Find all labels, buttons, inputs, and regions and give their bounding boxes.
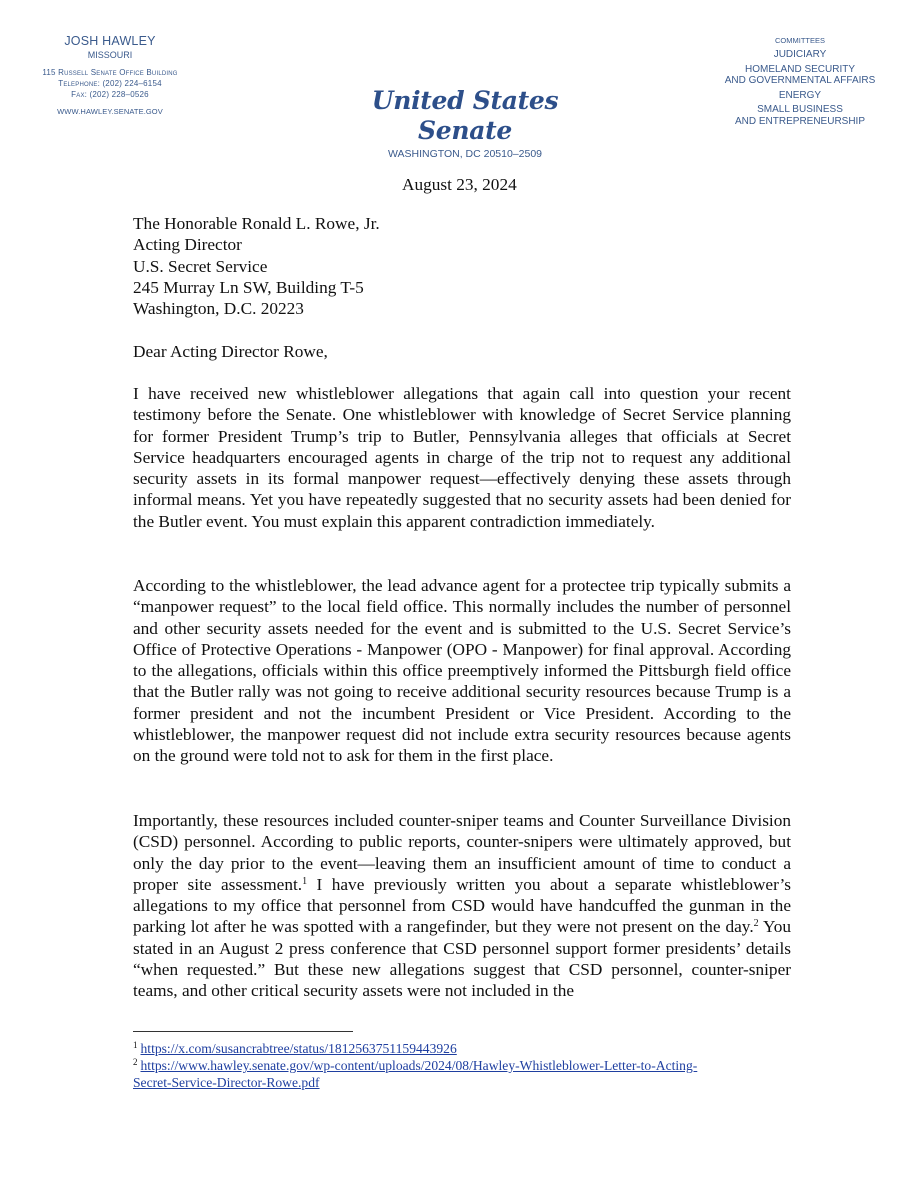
committee-item: SMALL BUSINESS — [757, 104, 843, 115]
senator-website: WWW.HAWLEY.SENATE.GOV — [57, 107, 163, 116]
paragraph-3-text: Importantly, these resources included counter-sniper teams and Counter Surveillance Division (CSD) personnel. According to public reports, counter-snipers were ultimately approved, but only the day prior to the event—leaving them an insufficient amount of time to conduct a proper site assessment. — [133, 811, 791, 894]
senate-address: WASHINGTON, DC 20510–2509 — [387, 148, 543, 160]
footnote-1 — [133, 1040, 791, 1057]
footnote-ref-2[interactable]: 2 — [753, 918, 759, 930]
committees-block — [700, 36, 900, 127]
senate-seal-block — [330, 86, 600, 161]
senator-info-block — [0, 34, 220, 117]
office-telephone: Telephone: (202) 224–6154 — [58, 79, 162, 88]
letter-date: August 23, 2024 — [402, 175, 517, 194]
footnote-link-continuation[interactable]: Secret-Service-Director-Rowe.pdf — [133, 1075, 320, 1090]
recipient-line: 245 Murray Ln SW, Building T-5 — [133, 277, 364, 297]
recipient-line: Acting Director — [133, 235, 242, 255]
senator-name: JOSH HAWLEY — [64, 34, 156, 48]
recipient-line: The Honorable Ronald L. Rowe, Jr. — [133, 214, 380, 233]
office-contact — [0, 67, 220, 100]
paragraph-3 — [133, 810, 791, 1002]
footnote-divider — [133, 1031, 353, 1032]
footnote-link[interactable]: https://www.hawley.senate.gov/wp-content/uploads/2024/08/Hawley-Whistleblower-Letter-to-Acting- — [140, 1058, 698, 1073]
paragraph-3-text: You stated in an August 2 press conference that CSD personnel support former presidents’ details “when requested.” But these new allegations suggest that CSD personnel, counter-sniper teams, and other critical security assets were not included in the — [133, 917, 791, 1001]
committee-item: ENERGY — [778, 89, 822, 101]
recipient-address — [133, 213, 380, 319]
committee-item: JUDICIARY — [773, 49, 827, 60]
recipient-line: Washington, D.C. 20223 — [133, 299, 304, 319]
office-fax: Fax: (202) 228–0526 — [71, 90, 149, 99]
salutation: Dear Acting Director Rowe, — [133, 342, 328, 361]
recipient-line: U.S. Secret Service — [133, 256, 268, 276]
footnote-ref-1[interactable]: 1 — [302, 875, 308, 887]
paragraph-2: According to the whistleblower, the lead advance agent for a protectee trip typically submits a “manpower request” to the local field office. This normally includes the number of personnel and other security assets needed for the event and is submitted to the U.S. Secret Service’s Office of Protective Operations - Manpower (OPO - Manpower) for final approval. According to the allegations, officials within this office preemptively informed the Pittsburgh field office that the Butler rally was not going to receive additional security resources because Trump is a former president and not the incumbent President or Vice President. According to the whistleblower, the manpower request did not include extra security resources because agents on the ground were told not to ask for them in the first place. — [133, 576, 791, 766]
footnote-link[interactable]: https://x.com/susancrabtree/status/1812563751159443926 — [140, 1041, 457, 1056]
letterhead — [0, 0, 924, 160]
paragraph-3-text: I have previously written you about a separate whistleblower’s allegations to my office that personnel from CSD would have handcuffed the gunman in the parking lot after he was spotted with a rangefinder, but they were not present on the day. — [133, 874, 792, 937]
committee-list — [700, 49, 900, 127]
footnotes — [133, 1040, 791, 1091]
footnote-number: 1 — [133, 1040, 138, 1050]
committee-item: HOMELAND SECURITY — [744, 63, 855, 75]
committee-item: AND ENTREPRENEURSHIP — [734, 115, 866, 127]
footnote-2-continuation — [133, 1074, 791, 1091]
committees-heading: COMMITTEES — [775, 36, 825, 45]
office-address: 115 Russell Senate Office Building — [42, 68, 178, 77]
paragraph-1: I have received new whistleblower allegations that again call into question your recent testimony before the Senate. One whistleblower with knowledge of Secret Service planning for former President Trump’s trip to Butler, Pennsylvania alleges that officials at Secret Service headquarters encouraged agents in charge of the trip not to request any additional security assets in its formal manpower request—effectively denying these assets through informal means. Yet you have repeatedly suggested that no security assets had been denied for the Butler event. You must explain this apparent contradiction immediately. — [133, 384, 791, 531]
footnote-2 — [133, 1057, 791, 1074]
senator-state: MISSOURI — [87, 50, 133, 60]
committee-item: AND GOVERNMENTAL AFFAIRS — [724, 75, 876, 86]
footnote-number: 2 — [133, 1057, 138, 1067]
senate-wordmark: United States Senate — [371, 86, 559, 145]
